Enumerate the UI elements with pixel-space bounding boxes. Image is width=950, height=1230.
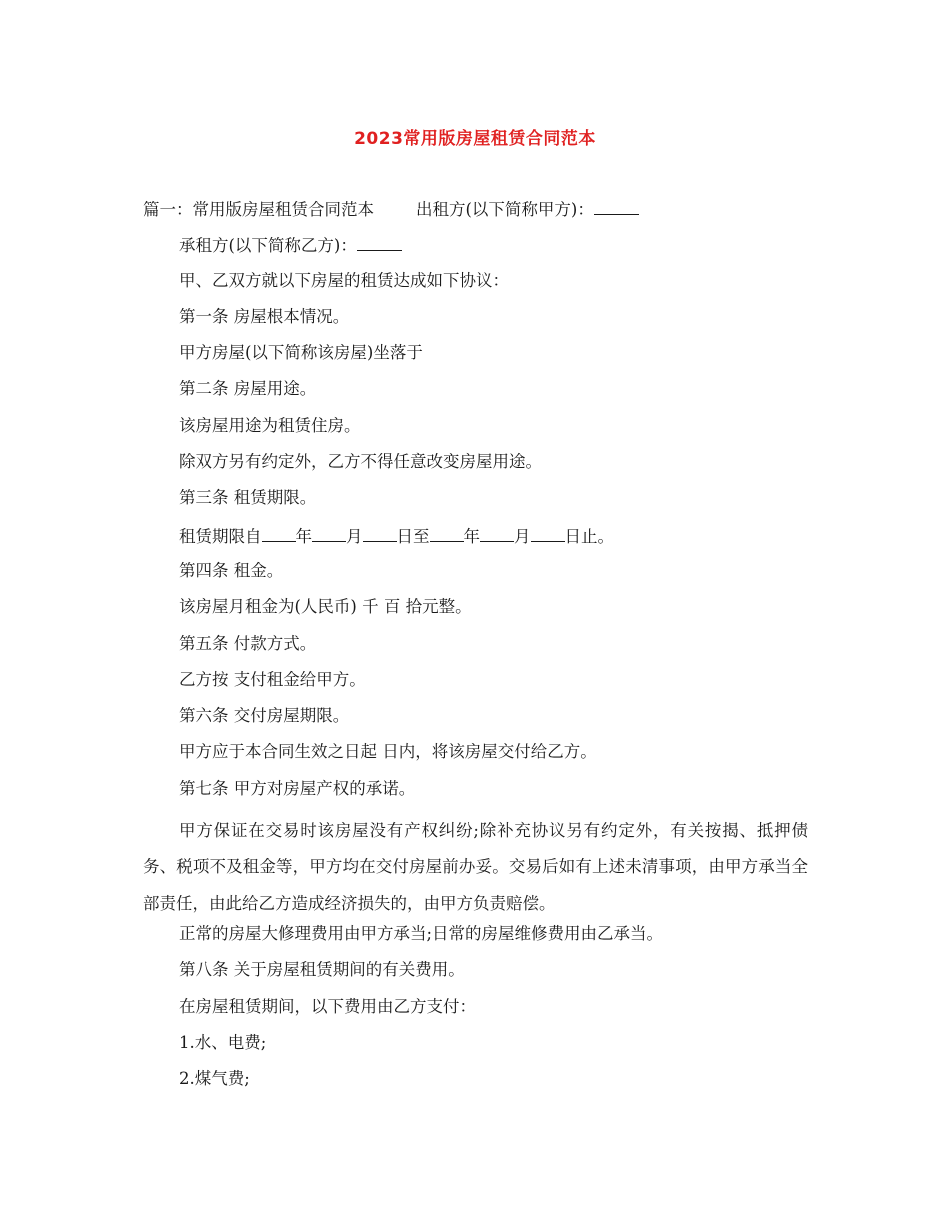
article-series-label: 篇一：常用版房屋租赁合同范本 <box>143 200 374 219</box>
article-1-title: 第一条 房屋根本情况。 <box>179 306 350 326</box>
article-8-title: 第八条 关于房屋租赁期间的有关费用。 <box>179 960 465 980</box>
contract-body <box>143 196 808 1103</box>
lessor-label: 出租方(以下简称甲方)： <box>416 200 594 219</box>
end-day-label: 日止。 <box>564 526 614 546</box>
lessee-blank <box>357 232 402 251</box>
article-3-text <box>143 523 808 559</box>
end-month-blank <box>480 523 514 542</box>
article-6-title: 第六条 交付房屋期限。 <box>179 706 350 726</box>
agreement-intro: 甲、乙双方就以下房屋的租赁达成如下协议： <box>179 270 509 290</box>
article-7-text-2: 正常的房屋大修理费用由甲方承当;日常的房屋维修费用由乙承当。 <box>179 923 664 943</box>
article-7-title: 第七条 甲方对房屋产权的承诺。 <box>179 778 416 798</box>
start-year-blank <box>262 523 296 542</box>
article-8-item-2: 2.煤气费; <box>179 1069 250 1089</box>
article-1-text: 甲方房屋(以下简称该房屋)坐落于 <box>179 343 423 363</box>
end-month-label: 月 <box>514 526 531 546</box>
end-year-label: 年 <box>463 526 480 546</box>
article-7-paragraph: 甲方保证在交易时该房屋没有产权纠纷;除补充协议另有约定外，有关按揭、抵押债务、税项不及租金等，甲方均在交付房屋前办妥。交易后如有上述未清事项，由甲方承当全部责任，由此给乙方造成经济损失的，由甲方负责赔偿。 <box>143 821 808 913</box>
end-year-blank <box>430 523 464 542</box>
lease-term-from-label: 租赁期限自 <box>179 526 262 546</box>
article-5-text: 乙方按 支付租金给甲方。 <box>179 669 366 689</box>
article-8-item-1: 1.水、电费; <box>179 1032 267 1052</box>
document-title: 2023常用版房屋租赁合同范本 <box>354 129 596 149</box>
start-month-blank <box>312 523 346 542</box>
article-6-text: 甲方应于本合同生效之日起 日内，将该房屋交付给乙方。 <box>179 742 597 762</box>
article-2-text-1: 该房屋用途为租赁住房。 <box>179 415 361 435</box>
start-year-label: 年 <box>295 526 312 546</box>
article-2-text-2: 除双方另有约定外，乙方不得任意改变房屋用途。 <box>179 452 542 472</box>
lessor-blank <box>594 196 639 215</box>
article-4-title: 第四条 租金。 <box>179 560 284 580</box>
article-8-text: 在房屋租赁期间，以下费用由乙方支付： <box>179 996 476 1016</box>
header-line <box>143 196 808 232</box>
start-day-blank <box>363 523 397 542</box>
article-2-title: 第二条 房屋用途。 <box>179 379 317 399</box>
end-day-blank <box>531 523 565 542</box>
article-5-title: 第五条 付款方式。 <box>179 633 317 653</box>
lessee-line <box>143 232 808 268</box>
start-month-label: 月 <box>346 526 363 546</box>
article-3-title: 第三条 租赁期限。 <box>179 488 317 508</box>
start-day-label: 日至 <box>396 526 430 546</box>
lessee-label: 承租方(以下简称乙方)： <box>179 236 357 256</box>
article-4-text: 该房屋月租金为(人民币) 千 百 拾元整。 <box>179 597 472 617</box>
